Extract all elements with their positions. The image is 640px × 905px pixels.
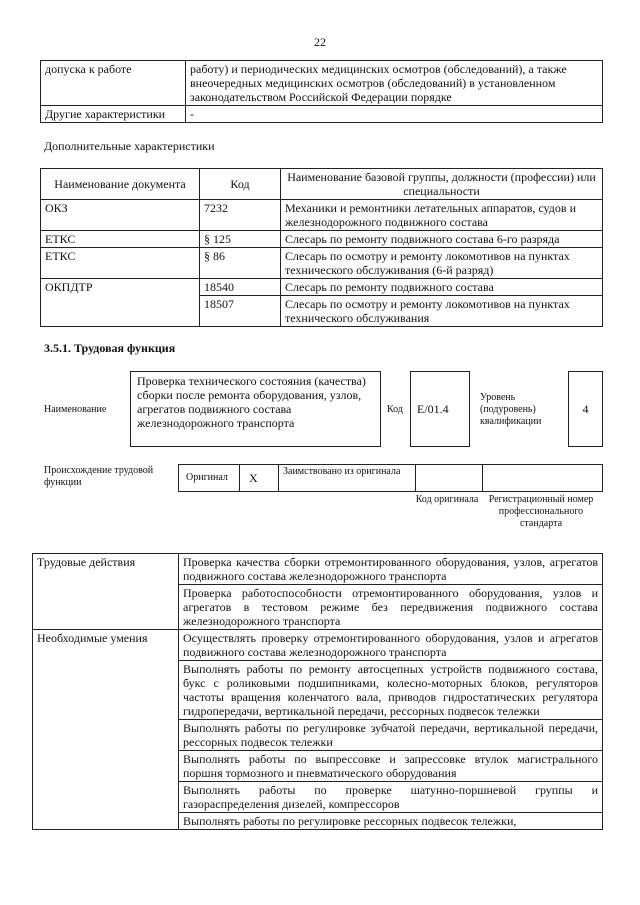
code-cell: § 125: [200, 231, 281, 248]
header-name: Наименование базовой группы, должности (профессии) или специальности: [281, 169, 603, 200]
level-value: 4: [582, 402, 589, 416]
divider: [482, 465, 483, 491]
table-row: [33, 554, 603, 585]
code-cell: § 86: [200, 248, 281, 279]
name-cell: Механики и ремонтники летательных аппаратов, судов и железнодорожного подвижного состава: [281, 200, 603, 231]
doc-cell: ЕТКС: [41, 231, 200, 248]
list-item: Выполнять работы по выпрессовке и запрессовке втулок магистрального поршня тормозного и пневматического оборудования: [179, 751, 603, 782]
origin-label: Происхождение трудовой функции: [44, 465, 154, 488]
requirements-table: [40, 60, 603, 123]
row-label: допуска к работе: [41, 61, 186, 106]
doc-cell: ОКПДТР: [41, 279, 200, 327]
original-label: Оригинал: [186, 472, 228, 483]
table-header-row: [41, 169, 603, 200]
list-item: Выполнять работы по ремонту автосцепных устройств подвижного состава, букс с роликовыми подшипниками, колесно-моторных блоков, регуляторов частоты вращения коленчатого вала, приводов гидростатических регулятора гидропередачи, вертикальной передачи, рессорных подвесок тележки: [179, 661, 603, 720]
table-row: [41, 231, 603, 248]
origin-box: [178, 464, 603, 492]
code-label: Код: [387, 404, 403, 415]
name-cell: Слесарь по ремонту подвижного состава 6-го разряда: [281, 231, 603, 248]
name-cell: Слесарь по осмотру и ремонту локомотивов на пунктах технического обслуживания: [281, 296, 603, 327]
header-document: Наименование документа: [41, 169, 200, 200]
table-row: [41, 279, 603, 296]
doc-cell: ЕТКС: [41, 248, 200, 279]
row-value: работу) и периодических медицинских осмотров (обследований), а также внеочередных медицинских осмотров (обследований) в установленном законодательством Российской Федерации порядке: [186, 61, 603, 106]
table-row: [41, 61, 603, 106]
divider: [239, 465, 240, 491]
divider: [415, 465, 416, 491]
divider: [278, 465, 279, 491]
document-table: [40, 168, 603, 327]
name-cell: Слесарь по ремонту подвижного состава: [281, 279, 603, 296]
actions-table: [32, 553, 603, 830]
additional-heading: Дополнительные характеристики: [44, 139, 215, 153]
borrowed-label: Заимствовано из оригинала: [283, 466, 401, 477]
page-number: 22: [314, 35, 326, 49]
row-value: -: [186, 106, 603, 123]
level-box: [568, 371, 603, 447]
list-item: Выполнять работы по регулировке зубчатой передачи, вертикальной передачи, рессорных подвесок тележки: [179, 720, 603, 751]
table-row: [41, 248, 603, 279]
group-label: Трудовые действия: [33, 554, 179, 630]
row-label: Другие характеристики: [41, 106, 186, 123]
list-item: Проверка работоспособности отремонтированного оборудования, узлов и агрегатов в тестовом режиме без передвижения подвижного состава железнодорожного транспорта: [179, 585, 603, 630]
function-name-box: [130, 371, 381, 447]
reg-caption: Регистрационный номер профессионального стандарта: [488, 494, 594, 529]
list-item: Проверка качества сборки отремонтированного оборудования, узлов, агрегатов подвижного состава железнодорожного транспорта: [179, 554, 603, 585]
table-row: [41, 106, 603, 123]
code-cell: 18507: [200, 296, 281, 327]
list-item: Выполнять работы по проверке шатунно-поршневой группы и газораспределения дизелей, компрессоров: [179, 782, 603, 813]
table-row: [41, 200, 603, 231]
group-label: Необходимые умения: [33, 630, 179, 830]
header-code: Код: [200, 169, 281, 200]
function-name-value: Проверка технического состояния (качества) сборки после ремонта оборудования, узлов, агрегатов подвижного состава железнодорожного транспорта: [137, 374, 366, 430]
code-value: E/01.4: [417, 402, 449, 416]
list-item: Осуществлять проверку отремонтированного оборудования, узлов и агрегатов подвижного состава железнодорожного транспорта: [179, 630, 603, 661]
list-item: Выполнять работы по регулировке рессорных подвесок тележки,: [179, 813, 603, 830]
name-cell: Слесарь по осмотру и ремонту локомотивов на пунктах технического обслуживания (6-й разряд): [281, 248, 603, 279]
code-cell: 18540: [200, 279, 281, 296]
table-row: [33, 630, 603, 661]
level-label: Уровень (подуровень) квалификации: [480, 392, 542, 427]
code-box: [410, 371, 470, 447]
section-title: 3.5.1. Трудовая функция: [44, 341, 176, 355]
code-caption: Код оригинала: [415, 494, 479, 505]
name-label: Наименование: [44, 404, 107, 415]
doc-cell: ОКЗ: [41, 200, 200, 231]
code-cell: 7232: [200, 200, 281, 231]
original-mark: X: [249, 471, 258, 485]
